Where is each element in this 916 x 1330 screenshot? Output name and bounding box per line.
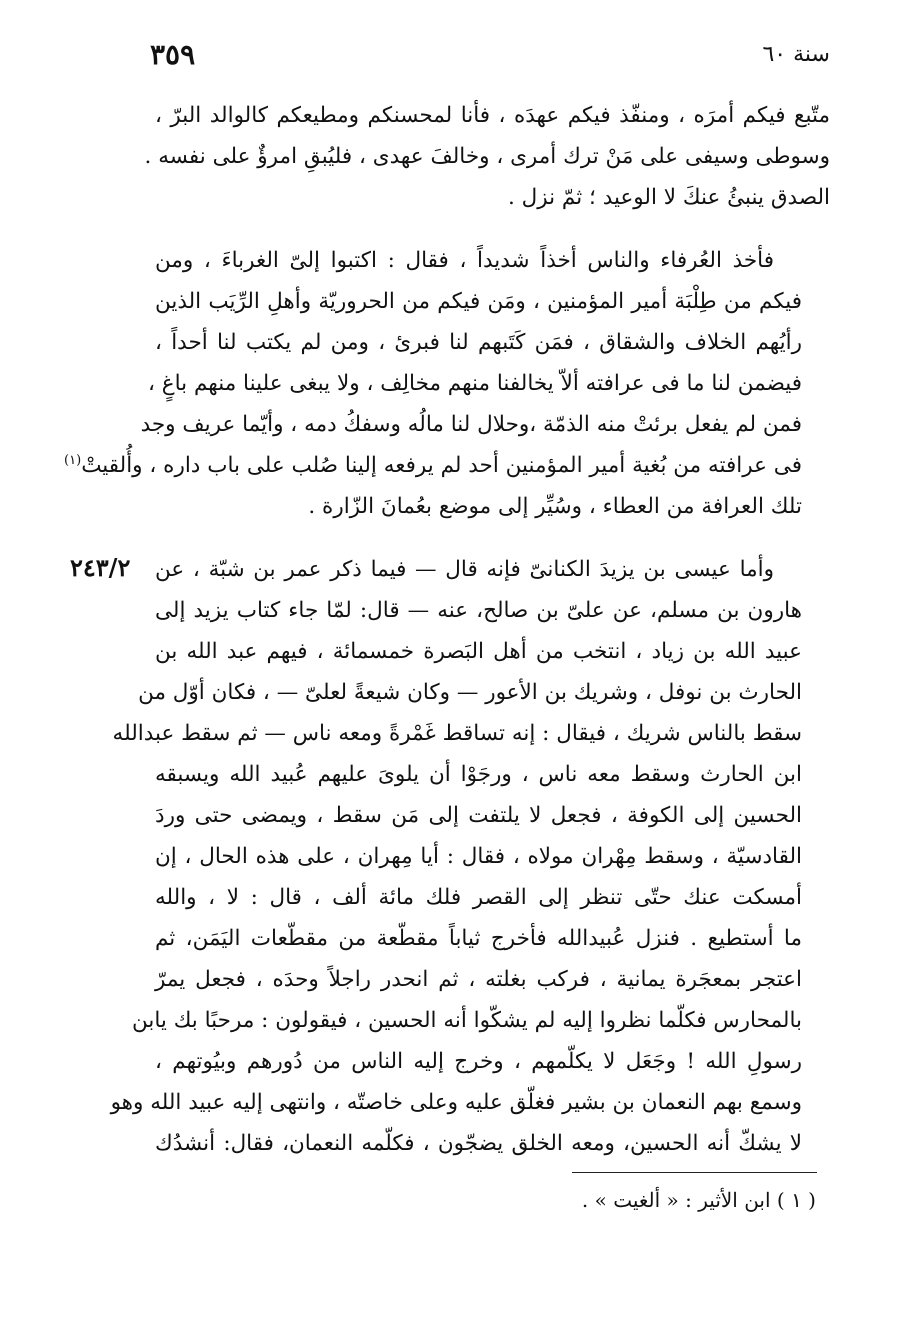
text-line: رسولِ الله ! وجَعَل لا يكلّمهم ، وخرج إليه الناس من دُورهم وبيُوتهم ، (155, 1049, 802, 1074)
page-header (150, 38, 830, 78)
running-head: سنة ٦٠ (762, 42, 830, 67)
text-line: الصدق ينبئُ عنكَ لا الوعيد ؛ ثمّ نزل . (507, 185, 830, 210)
text-line: رأيُهم الخلاف والشقاق ، فمَن كَتَبهم لنا فبرئ ، ومن لم يكتب لنا أحداً ، (155, 330, 802, 355)
text-line: تلك العرافة من العطاء ، وسُيِّر إلى موضع بعُمانَ الزّارة . (308, 494, 802, 519)
text-line: أمسكت عنك حتّى تنظر إلى القصر فلك مائة ألف ، قال : لا ، والله (155, 885, 802, 910)
footnote-marker: (١) (64, 452, 82, 468)
text-line: فيضمن لنا ما فى عرافته ألاّ يخالفنا منهم مخالِف ، ولا يبغى علينا منهم باغٍ ، (148, 371, 802, 396)
footnote: ( ١ ) ابن الأثير : « ألغيت » . (581, 1188, 816, 1212)
text-line: هارون بن مسلم، عن علىّ بن صالح، عنه — قال: لمّا جاء كتاب يزيد إلى (155, 598, 802, 623)
text-line: الحسين إلى الكوفة ، فجعل لا يلتفت إلى مَن سقط ، ويمضى حتى وردَ (155, 803, 802, 828)
text-line: ما أستطيع . فنزل عُبيدالله فأخرج ثياباً مقطّعة من مقطّعات اليَمَن، ثم (155, 926, 802, 951)
text-line: اعتجر بمعجَرة يمانية ، فركب بغلته ، ثم انحدر راجلاً وحدَه ، فجعل يمرّ (155, 967, 802, 992)
text-line: ابن الحارث وسقط معه ناس ، ورجَوْا أن يلوىَ عليهم عُبيد الله ويسبقه (155, 762, 802, 787)
footnote-divider (572, 1172, 817, 1173)
text-line: وسوطى وسيفى على مَنْ ترك أمرى ، وخالفَ عهدى ، فليُبقِ امرؤٌ على نفسه . (144, 144, 830, 169)
text-line: بالمحارس فكلّما نظروا إليه لم يشكّوا أنه الحسين ، فيقولون : مرحبًا بك يابن (131, 1008, 802, 1033)
paragraph-2 (64, 240, 830, 527)
page-number: ٣٥٩ (150, 38, 196, 71)
text-line: سقط بالناس شريك ، فيقال : إنه تساقط غَمْرةً ومعه ناس — ثم سقط عبدالله (112, 721, 802, 746)
text-line: فمن لم يفعل برئتْ منه الذمّة ،وحلال لنا مالُه وسفكُ دمه ، وأيّما عريف وجد (140, 412, 802, 437)
text-line: وأما عيسى بن يزيدَ الكنانىّ فإنه قال — فيما ذكر عمر بن شبّة ، عن (155, 557, 774, 582)
text-line: القادسيّة ، وسقط مِهْران مولاه ، فقال : أيا مِهران ، على هذه الحال ، إن (155, 844, 802, 869)
text-line-with-footnote (64, 445, 830, 486)
paragraph-3 (110, 549, 830, 1164)
text-line: فأخذ العُرفاء والناس أخذاً شديداً ، فقال : اكتبوا إلىّ الغرباءَ ، ومن (155, 248, 774, 273)
margin-reference: ٢٤٣/٢ (70, 553, 131, 582)
text-line: فيكم من طِلْبَة أمير المؤمنين ، ومَن فيكم من الحروريّة وأهلِ الرِّيَب الذين (155, 289, 802, 314)
text-line: عبيد الله بن زياد ، انتخب من أهل البَصرة خمسمائة ، فيهم عبد الله بن (155, 639, 802, 664)
text-line: لا يشكّ أنه الحسين، ومعه الخلق يضجّون ، فكلّمه النعمان، فقال: أنشدُك (155, 1131, 802, 1156)
paragraph-1 (144, 95, 830, 218)
text-line: متّبع فيكم أمرَه ، ومنفّذ فيكم عهدَه ، فأنا لمحسنكم ومطيعكم كالوالد البرّ ، (155, 103, 830, 128)
text-segment: فى عرافته من بُغية أمير المؤمنين أحد لم يرفعه إلينا صُلب على باب داره ، وأُلقيتْ (81, 453, 802, 478)
text-line: وسمع بهم النعمان بن بشير فغلّق عليه وعلى خاصتّه ، وانتهى إليه عبيد الله وهو (110, 1090, 802, 1115)
text-line: الحارث بن نوفل ، وشريك بن الأعور — وكان شيعةً لعلىّ — ، فكان أوّل من (138, 680, 802, 705)
